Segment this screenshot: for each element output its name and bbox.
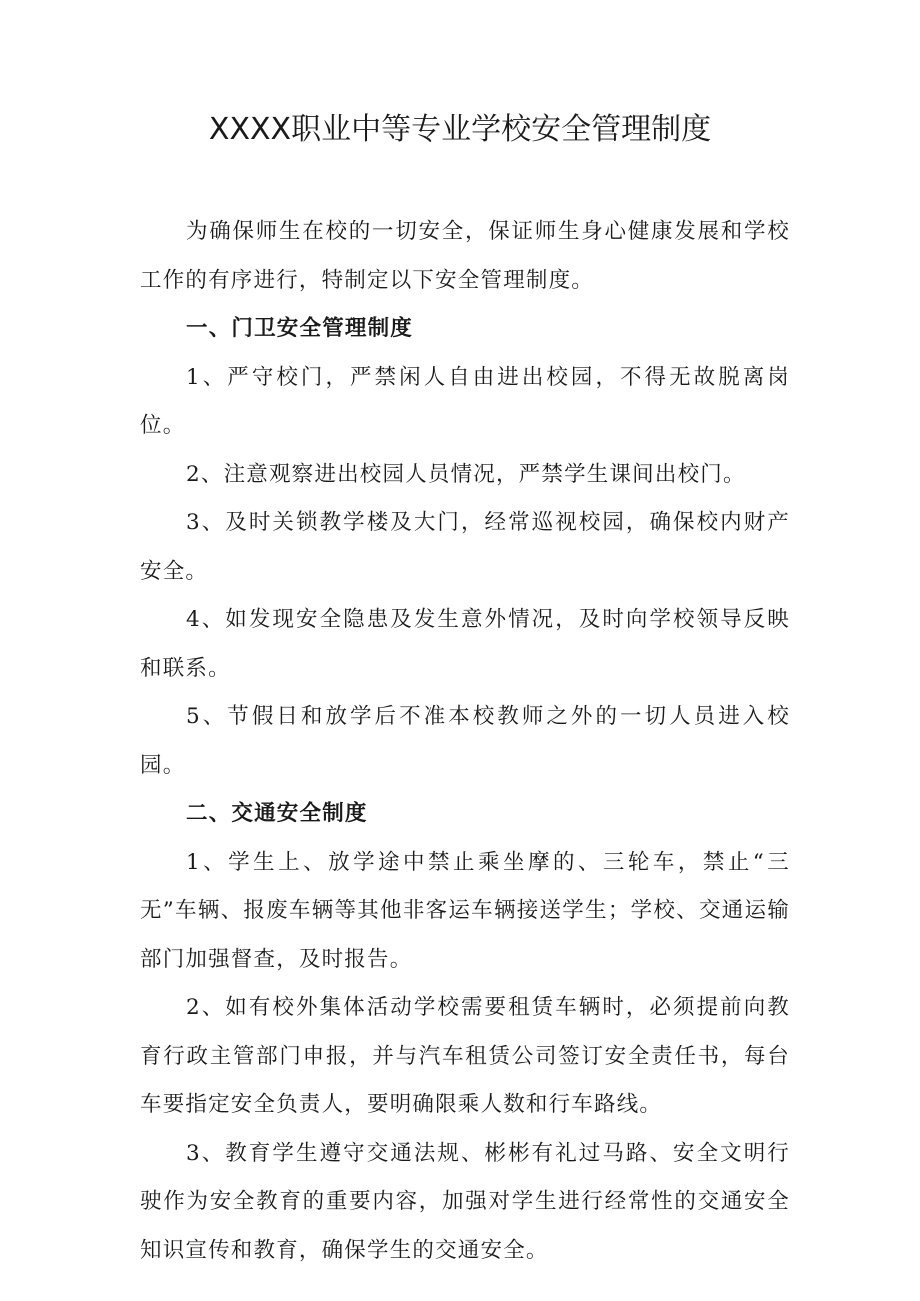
traffic-safety-item-1: 1、学生上、放学途中禁止乘坐摩的、三轮车，禁止“三无”车辆、报废车辆等其他非客运车辆接送学生；学校、交通运输部门加强督查，及时报告。 bbox=[140, 849, 790, 972]
traffic-safety-item-3: 3、教育学生遵守交通法规、彬彬有礼过马路、安全文明行驶作为安全教育的重要内容，加强对学生进行经常性的交通安全知识宣传和教育，确保学生的交通安全。 bbox=[140, 1140, 790, 1263]
traffic-safety-item-2: 2、如有校外集体活动学校需要租赁车辆时，必须提前向教育行政主管部门申报，并与汽车租赁公司签订安全责任书，每台车要指定安全负责人，要明确限乘人数和行车路线。 bbox=[140, 995, 790, 1117]
section-heading-gate-security: 一、门卫安全管理制度 bbox=[186, 316, 414, 341]
gate-security-item-5: 5、节假日和放学后不准本校教师之外的一切人员进入校园。 bbox=[140, 704, 790, 778]
document-body bbox=[140, 208, 790, 1275]
document-title: XXXX职业中等专业学校安全管理制度 bbox=[208, 112, 712, 147]
gate-security-item-3: 3、及时关锁教学楼及大门，经常巡视校园，确保校内财产安全。 bbox=[140, 510, 790, 584]
gate-security-item-1: 1、严守校门，严禁闲人自由进出校园，不得无故脱离岗位。 bbox=[140, 364, 790, 438]
gate-security-item-2: 2、注意观察进出校园人员情况，严禁学生课间出校门。 bbox=[186, 461, 746, 487]
gate-security-item-4: 4、如发现安全隐患及发生意外情况，及时向学校领导反映和联系。 bbox=[140, 607, 790, 681]
intro-paragraph: 为确保师生在校的一切安全，保证师生身心健康发展和学校工作的有序进行，特制定以下安全管理制度。 bbox=[140, 219, 790, 293]
section-heading-traffic-safety: 二、交通安全制度 bbox=[186, 801, 368, 826]
